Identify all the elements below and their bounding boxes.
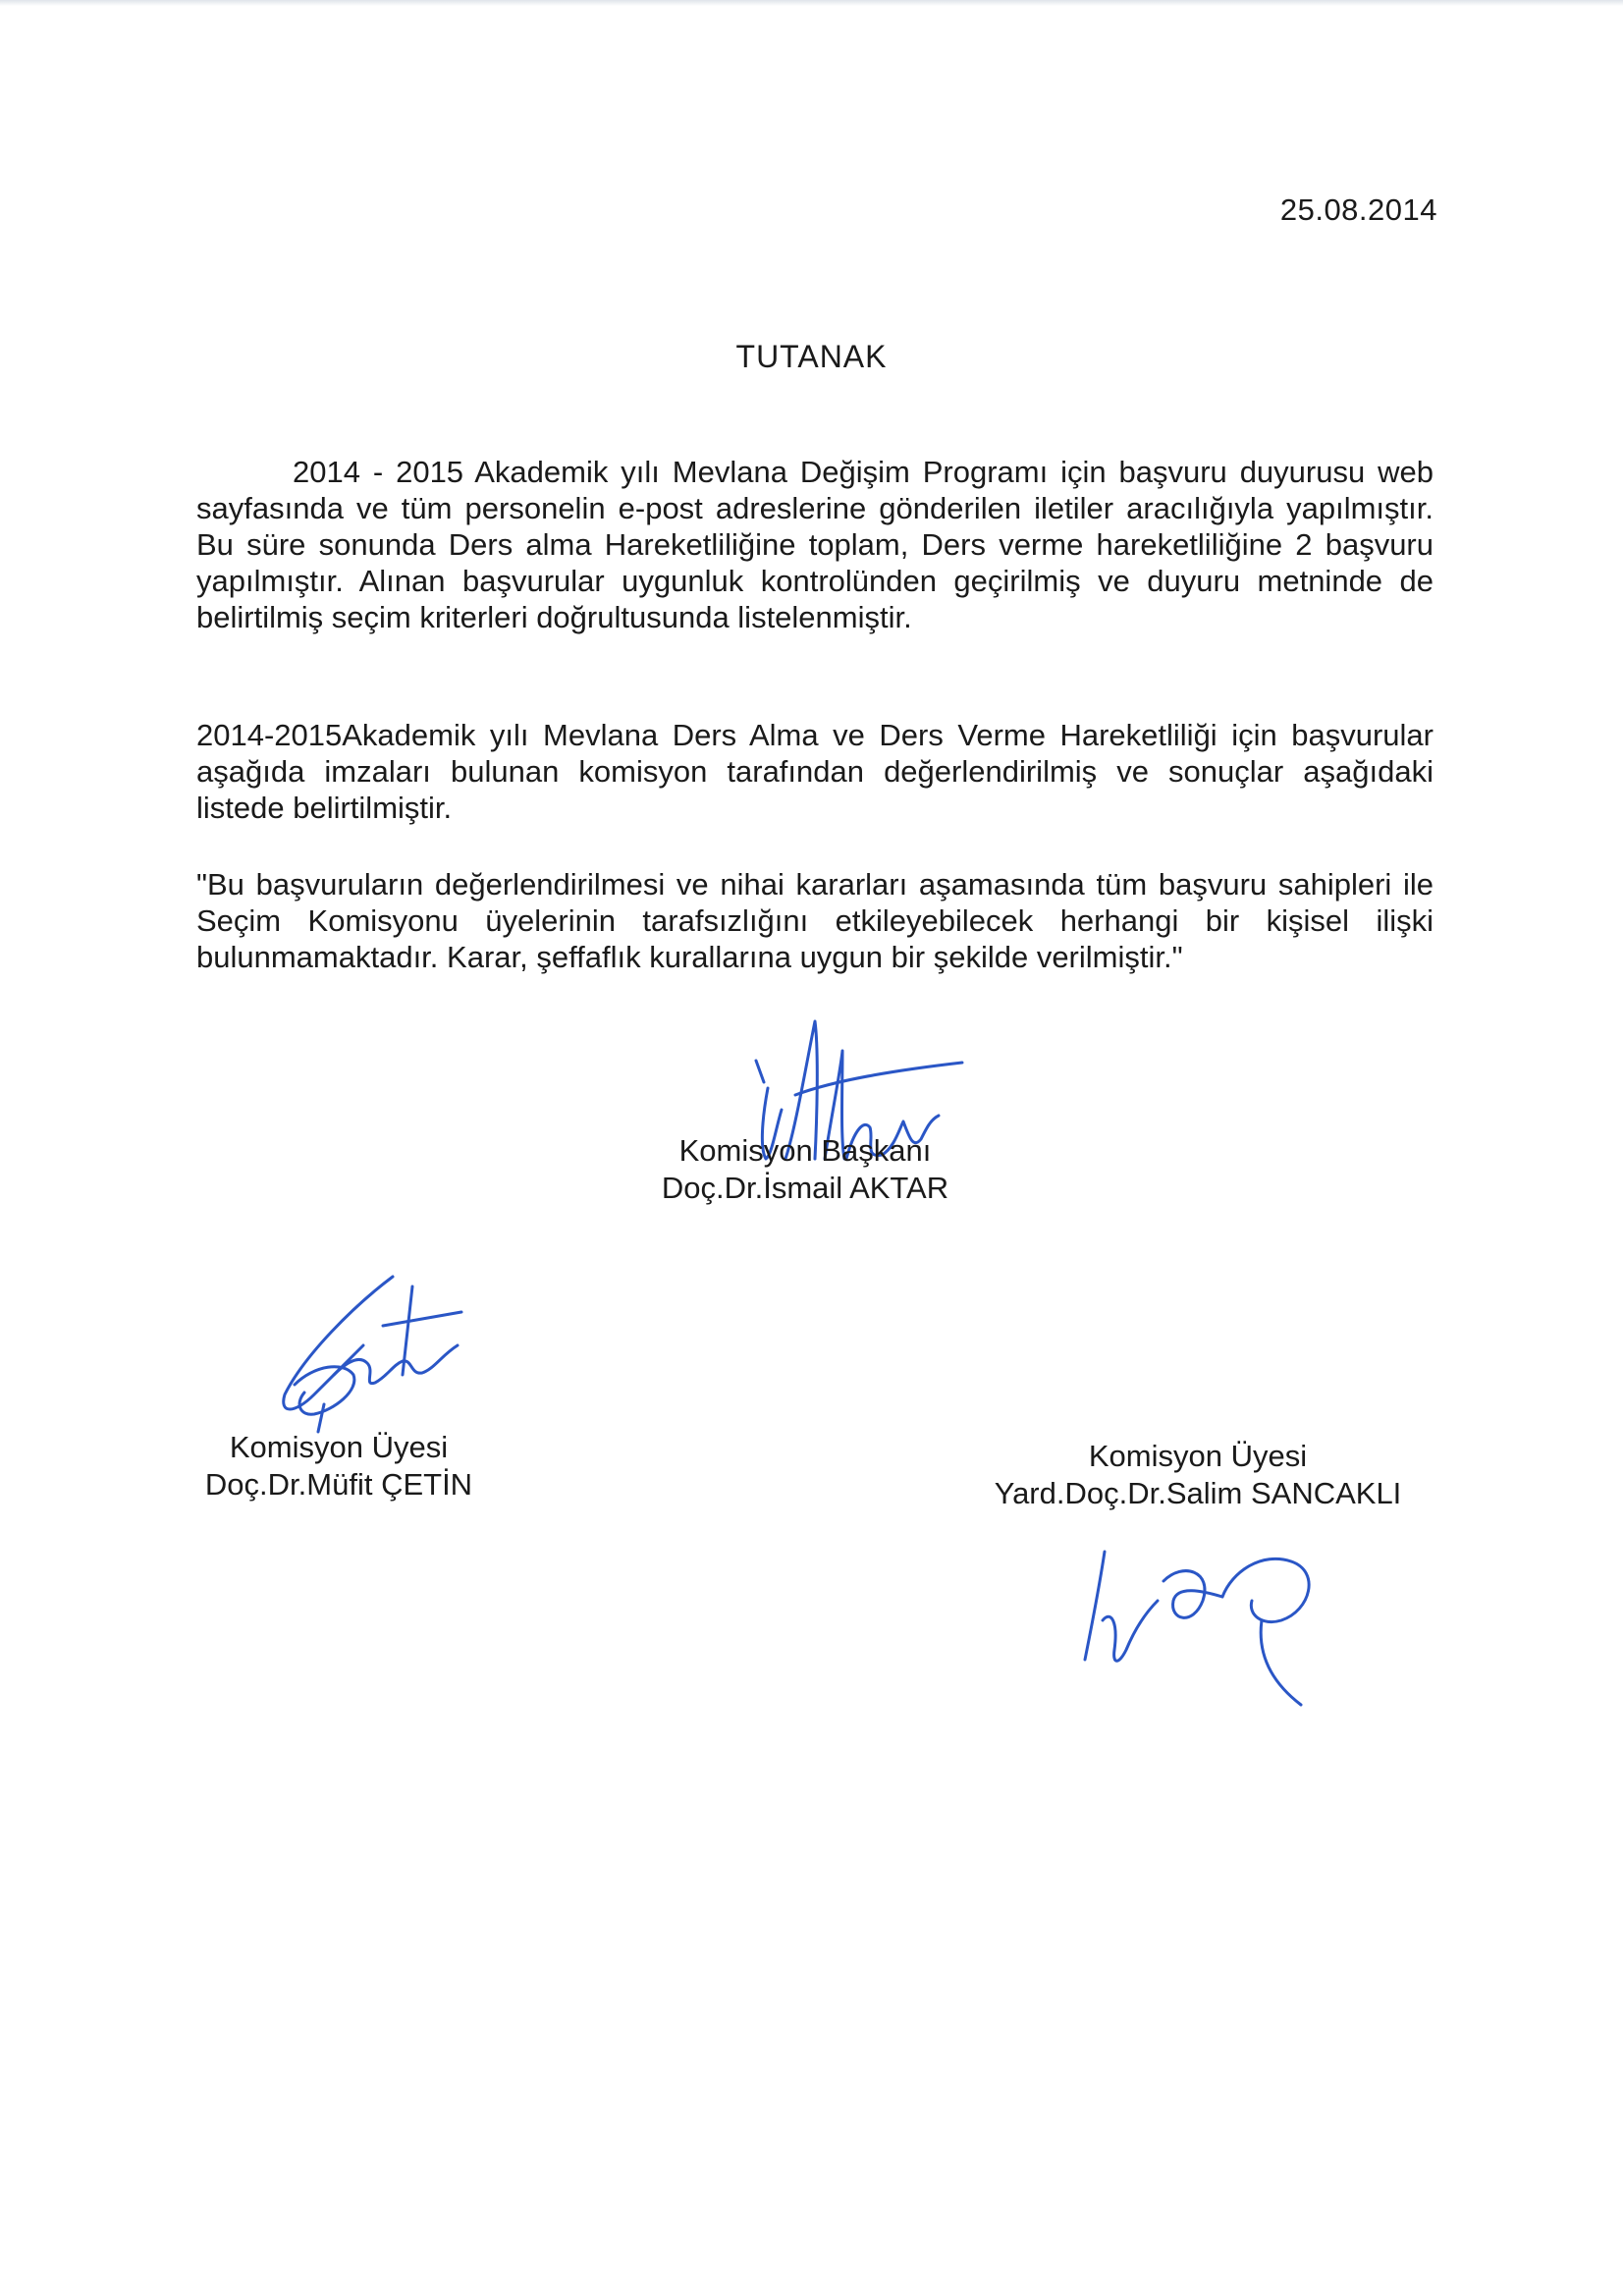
scan-edge bbox=[0, 0, 1623, 6]
signer-name: Doç.Dr.İsmail AKTAR bbox=[661, 1171, 949, 1205]
signer-member-right bbox=[943, 1438, 1453, 1512]
document-date: 25.08.2014 bbox=[1279, 192, 1437, 227]
document-title: TUTANAK bbox=[735, 339, 888, 374]
member-right-signature bbox=[1075, 1532, 1340, 1709]
member-left-signature bbox=[265, 1267, 481, 1434]
signer-member-left bbox=[147, 1429, 530, 1503]
paragraph-impartiality-statement: "Bu başvuruların değerlendirilmesi ve nihai kararları aşamasında tüm başvuru sahipleri ile Seçim Komisyonu üyelerinin tarafsızlığını etkileyebilecek herhangi bir kişisel ilişki bulunmamaktadır. Karar, şeffaflık kurallarına uygun bir şekilde verilmiştir." bbox=[196, 867, 1434, 974]
signer-role: Komisyon Üyesi bbox=[1088, 1439, 1308, 1473]
signer-chair bbox=[628, 1132, 982, 1207]
signer-role: Komisyon Üyesi bbox=[229, 1430, 449, 1464]
signer-role: Komisyon Başkanı bbox=[678, 1133, 932, 1168]
signer-name: Yard.Doç.Dr.Salim SANCAKLI bbox=[994, 1476, 1402, 1510]
signer-name: Doç.Dr.Müfit ÇETİN bbox=[204, 1467, 473, 1502]
paragraph-announcement: 2014 - 2015 Akademik yılı Mevlana Değişim Programı için başvuru duyurusu web sayfasında ve tüm personelin e-post adreslerine gönderilen iletiler aracılığıyla yapılmıştır. Bu süre sonunda Ders alma Hareketliliğine toplam, Ders verme hareketliliğine 2 başvuru yapılmıştır. Alınan başvurular uygunluk kontrolünden geçirilmiş ve duyuru metninde de belirtilmiş seçim kriterleri doğrultusunda listelenmiştir. bbox=[196, 455, 1434, 634]
paragraph-evaluation: 2014-2015Akademik yılı Mevlana Ders Alma ve Ders Verme Hareketliliği için başvurular aşağıda imzaları bulunan komisyon tarafından değerlendirilmiş ve sonuçlar aşağıdaki listede belirtilmiştir. bbox=[196, 718, 1434, 825]
